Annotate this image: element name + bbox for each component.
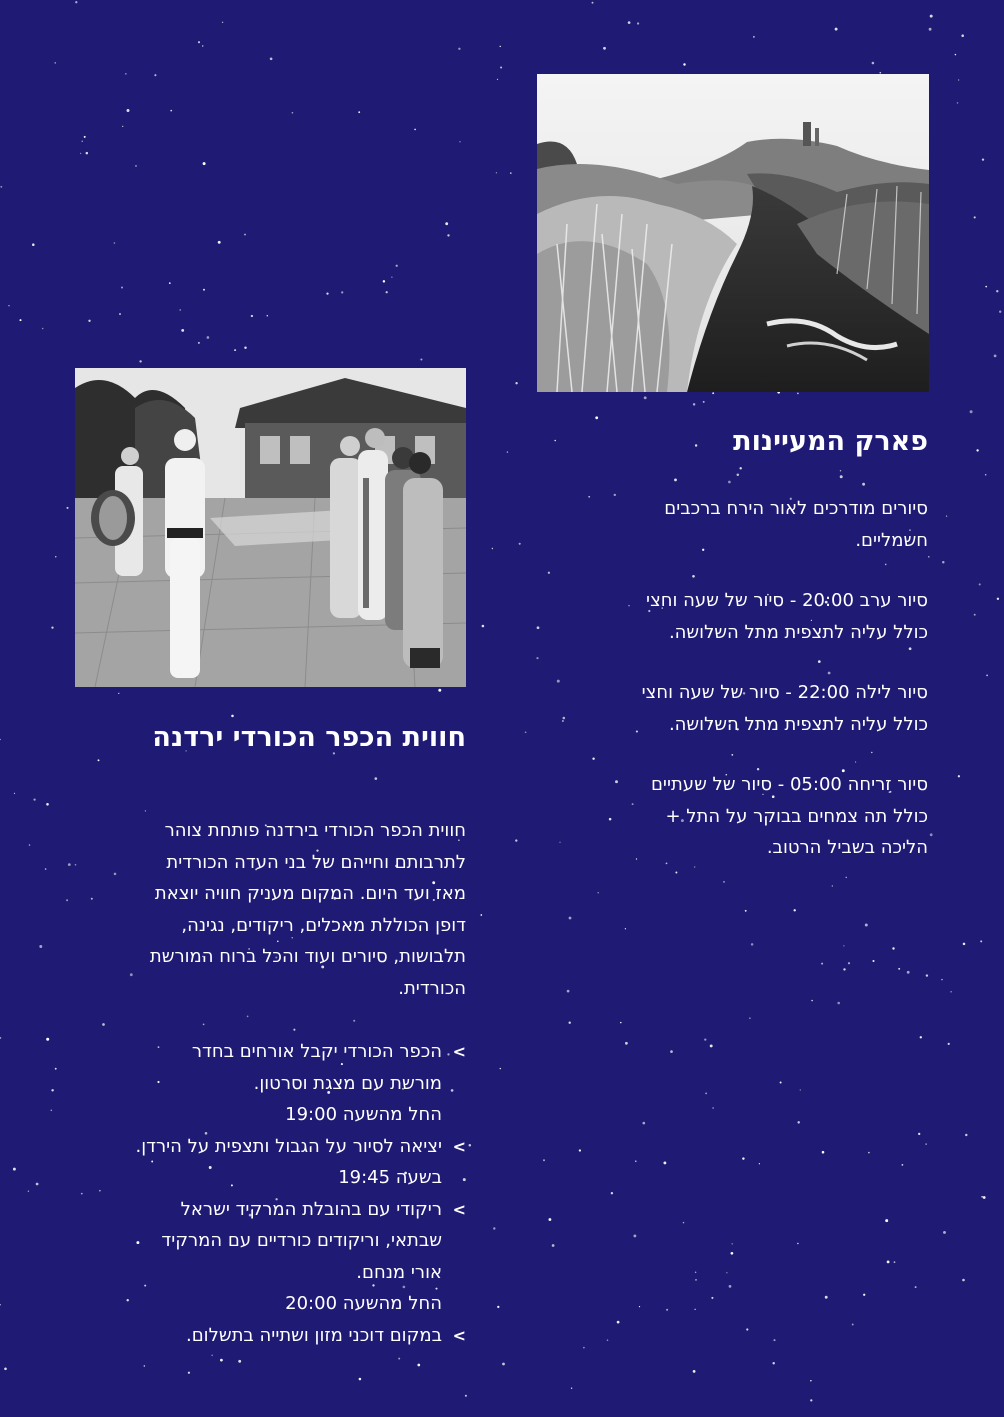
star-dot (480, 914, 482, 916)
star-dot (772, 1362, 774, 1364)
text-line: חווית הכפר הכורדי בירדנה פותחת צוהר (164, 820, 466, 841)
star-dot (353, 1020, 355, 1022)
star-dot (732, 1243, 733, 1244)
star-dot (746, 1328, 748, 1330)
star-dot (569, 917, 572, 920)
star-dot (326, 292, 328, 294)
star-dot (981, 1196, 983, 1198)
star-dot (780, 1082, 782, 1084)
star-dot (894, 1261, 896, 1263)
star-dot (135, 165, 137, 167)
star-dot (51, 1089, 53, 1091)
star-dot (567, 990, 570, 993)
text-line: כולל עליה לתצפית מתל השלושה. (668, 621, 928, 643)
star-dot (745, 910, 747, 912)
star-dot (950, 991, 952, 993)
text-line: בשעה 19:45 (338, 1167, 442, 1188)
star-dot (955, 54, 956, 55)
text-line: לתרבותם וחייהם של בני העדה הכורדית (166, 851, 466, 873)
star-dot (459, 141, 460, 142)
star-dot (837, 1002, 840, 1005)
star-dot (0, 186, 2, 188)
star-dot (625, 1042, 628, 1045)
kurdish-village-intro (71, 815, 466, 1004)
star-dot (358, 111, 360, 113)
star-dot (948, 1043, 950, 1045)
text-line: מאז ועד היום. המקום מעניק חוויה יוצאת (154, 883, 466, 904)
star-dot (986, 675, 988, 677)
star-dot (810, 1399, 812, 1401)
star-dot (628, 21, 631, 24)
star-dot (420, 358, 422, 360)
star-dot (445, 222, 448, 225)
star-dot (51, 1110, 53, 1112)
star-dot (970, 410, 973, 413)
kurdish-village-activities-list (76, 1036, 466, 1351)
star-dot (519, 543, 521, 545)
star-dot (958, 775, 960, 777)
star-dot (579, 1149, 581, 1151)
star-dot (617, 1321, 620, 1324)
star-dot (642, 1122, 645, 1125)
star-dot (203, 1024, 205, 1026)
star-dot (751, 943, 754, 946)
star-dot (211, 1355, 212, 1356)
star-dot (852, 1324, 854, 1326)
star-dot (8, 305, 9, 306)
star-dot (749, 1017, 751, 1019)
star-dot (525, 731, 527, 733)
springs-park-paragraph (548, 677, 928, 740)
star-dot (198, 41, 200, 43)
star-dot (66, 899, 68, 901)
star-dot (810, 1380, 811, 1381)
star-dot (583, 1347, 585, 1349)
star-dot (902, 1164, 904, 1166)
star-dot (39, 945, 42, 948)
star-dot (497, 1306, 499, 1308)
star-dot (635, 1161, 636, 1162)
star-dot (961, 34, 964, 37)
star-dot (907, 971, 910, 974)
star-dot (742, 1157, 744, 1159)
text-line: יציאה לסיור על הגבול ותצפית על הירדן. (135, 1135, 442, 1157)
star-dot (469, 1144, 472, 1147)
star-dot (114, 242, 116, 244)
star-dot (704, 1038, 706, 1040)
star-dot (0, 1304, 1, 1306)
star-dot (202, 45, 203, 46)
text-line: החל מהשעה 20:00 (285, 1293, 442, 1314)
star-dot (66, 507, 68, 509)
star-dot (711, 1297, 713, 1299)
star-dot (994, 355, 997, 358)
star-dot (797, 1243, 798, 1244)
star-dot (82, 141, 83, 142)
star-dot (396, 265, 398, 267)
springs-park-text (548, 493, 928, 893)
star-dot (974, 216, 976, 218)
star-dot (835, 28, 838, 31)
star-dot (963, 943, 966, 946)
text-line: שבתאי, וריקודים כורדיים עם המרקיד (161, 1230, 442, 1251)
star-dot (121, 287, 123, 289)
star-dot (482, 625, 485, 628)
star-dot (86, 152, 89, 155)
list-item (76, 1131, 466, 1194)
star-dot (946, 516, 947, 517)
star-dot (872, 62, 875, 65)
star-dot (32, 243, 35, 246)
star-dot (383, 280, 385, 282)
star-dot (957, 102, 959, 104)
star-dot (51, 626, 53, 628)
star-dot (458, 48, 460, 50)
star-dot (773, 1339, 775, 1341)
star-dot (694, 1309, 695, 1310)
star-dot (885, 1219, 888, 1222)
star-dot (843, 968, 845, 970)
star-dot (119, 313, 121, 315)
kurdish-dancers-photo (75, 368, 466, 687)
star-dot (154, 74, 156, 76)
star-dot (674, 479, 677, 482)
springs-park-title: פארק המעיינות (733, 426, 928, 457)
star-dot (825, 1296, 828, 1299)
star-dot (683, 1222, 685, 1224)
star-dot (0, 1037, 1, 1039)
star-dot (985, 474, 987, 476)
star-dot (999, 311, 1001, 313)
star-dot (915, 1286, 917, 1288)
star-dot (181, 329, 184, 332)
text-line: ריקודי עם בהובלת המרקיד ישראל (180, 1198, 442, 1220)
star-dot (595, 416, 598, 419)
star-dot (28, 1191, 29, 1192)
star-dot (797, 1121, 799, 1123)
star-dot (145, 810, 146, 811)
star-dot (14, 793, 15, 794)
star-dot (887, 1261, 890, 1264)
star-dot (374, 777, 377, 780)
text-line: במקום דוכני מזון ושתייה בתשלום. (186, 1324, 442, 1346)
star-dot (537, 626, 540, 629)
star-dot (46, 803, 49, 806)
star-dot (293, 1029, 295, 1031)
star-dot (0, 739, 1, 740)
star-dot (267, 315, 269, 317)
star-dot (169, 282, 171, 284)
star-dot (726, 1272, 727, 1273)
star-dot (592, 2, 594, 4)
star-dot (84, 136, 86, 138)
star-dot (270, 57, 273, 60)
star-dot (982, 158, 984, 160)
star-dot (144, 1365, 145, 1366)
star-dot (620, 1022, 621, 1023)
star-dot (46, 1038, 49, 1041)
star-dot (251, 315, 253, 317)
star-dot (19, 319, 21, 321)
text-line: סיור לילה 22:00 - סיור של שעה וחצי (641, 682, 928, 703)
star-dot (926, 974, 928, 976)
star-dot (996, 290, 998, 292)
star-dot (292, 112, 294, 114)
text-line: הכורדית. (398, 977, 466, 999)
star-dot (179, 309, 180, 310)
text-line: חשמליים. (855, 529, 928, 551)
star-dot (625, 928, 626, 929)
star-dot (102, 1023, 105, 1026)
star-dot (244, 234, 246, 236)
text-line: הכפר הכורדי יקבל אורחים בחדר (191, 1041, 442, 1062)
star-dot (865, 924, 868, 927)
star-dot (868, 1152, 870, 1154)
star-dot (976, 449, 978, 451)
river-photo (537, 74, 929, 392)
star-dot (637, 22, 639, 24)
star-dot (929, 28, 932, 31)
text-line: סיור ערב 20:00 - סיור של שעה וחצי (646, 590, 928, 611)
star-dot (33, 798, 35, 800)
star-dot (36, 1183, 39, 1186)
star-dot (930, 15, 933, 18)
star-dot (797, 392, 799, 394)
star-dot (122, 126, 123, 127)
star-dot (962, 1279, 965, 1282)
star-dot (170, 110, 172, 112)
star-dot (925, 1143, 926, 1144)
star-dot (848, 962, 850, 964)
star-dot (644, 396, 647, 399)
star-dot (75, 1, 77, 3)
text-line: כולל תה צמחים בבוקר על התל + (665, 805, 928, 827)
list-item (76, 1320, 466, 1352)
star-dot (941, 979, 942, 980)
star-dot (862, 483, 865, 486)
star-dot (571, 1388, 572, 1389)
star-dot (729, 1285, 732, 1288)
text-line: תלבושות, סיורים ועוד והכל ברוח המורשת (149, 946, 466, 967)
star-dot (125, 73, 126, 74)
star-dot (872, 960, 874, 962)
star-dot (930, 833, 933, 836)
star-dot (13, 1168, 16, 1171)
star-dot (231, 715, 234, 718)
star-dot (737, 473, 740, 476)
star-dot (942, 561, 944, 563)
star-dot (414, 129, 416, 131)
text-line: דופן הכוללת מאכלים, ריקודים, נגינה, (181, 914, 466, 936)
star-dot (943, 1231, 946, 1234)
star-dot (502, 1363, 505, 1366)
star-dot (728, 481, 731, 484)
star-dot (391, 276, 392, 277)
chevron-bullet-icon: > (452, 1199, 466, 1219)
list-item (76, 1194, 466, 1320)
star-dot (341, 291, 343, 293)
star-dot (695, 1272, 697, 1274)
star-dot (244, 347, 246, 349)
star-dot (247, 1016, 249, 1018)
star-dot (712, 392, 714, 394)
star-dot (386, 291, 388, 293)
star-dot (731, 1252, 734, 1255)
star-dot (510, 172, 512, 174)
star-dot (198, 342, 200, 344)
star-dot (118, 693, 119, 694)
star-dot (712, 1107, 713, 1108)
star-dot (793, 909, 795, 911)
star-dot (611, 1192, 613, 1194)
star-dot (218, 241, 221, 244)
star-dot (898, 968, 900, 970)
star-dot (398, 1358, 400, 1360)
star-dot (55, 1068, 57, 1070)
star-dot (500, 66, 502, 68)
list-item (76, 1036, 466, 1131)
star-dot (238, 1360, 241, 1363)
kurdish-village-title: חווית הכפר הכורדי ירדנה (152, 722, 466, 753)
star-dot (29, 844, 31, 846)
star-dot (821, 963, 823, 965)
star-dot (438, 689, 441, 692)
star-dot (739, 467, 741, 469)
text-line: אורי מנחם. (356, 1261, 442, 1283)
star-dot (98, 759, 100, 761)
star-dot (465, 1395, 467, 1397)
chevron-bullet-icon: > (452, 1136, 466, 1156)
star-dot (800, 1089, 801, 1090)
star-dot (536, 657, 538, 659)
star-dot (569, 1022, 571, 1024)
star-dot (203, 162, 206, 165)
star-dot (80, 153, 81, 154)
star-dot (543, 1159, 545, 1161)
star-dot (703, 401, 705, 403)
star-dot (496, 172, 497, 173)
star-dot (683, 63, 685, 65)
star-dot (983, 1196, 986, 1199)
star-dot (759, 1163, 760, 1164)
star-dot (55, 556, 56, 557)
star-dot (811, 1000, 813, 1002)
star-dot (234, 349, 236, 351)
chevron-bullet-icon: > (452, 1042, 466, 1061)
star-dot (693, 403, 695, 405)
text-line: סיור זריחה 05:00 - סיור של שעתיים (650, 774, 928, 795)
star-dot (497, 79, 498, 80)
text-line: מורשת עם מצגת וסרטון. (253, 1072, 442, 1094)
star-dot (666, 1309, 668, 1311)
springs-park-paragraph (548, 769, 928, 864)
star-dot (693, 1370, 696, 1373)
star-dot (492, 548, 493, 549)
springs-park-paragraph (548, 585, 928, 648)
star-dot (843, 945, 844, 946)
star-dot (222, 22, 223, 23)
star-dot (863, 1294, 865, 1296)
star-dot (507, 451, 508, 452)
star-dot (639, 1306, 640, 1307)
star-dot (705, 1093, 707, 1095)
star-dot (500, 1068, 501, 1069)
star-dot (985, 286, 987, 288)
star-dot (928, 556, 930, 558)
star-dot (4, 1367, 7, 1370)
star-dot (188, 1372, 190, 1374)
star-dot (958, 79, 959, 80)
springs-park-paragraph (548, 493, 928, 556)
star-dot (548, 1218, 551, 1221)
star-dot (493, 1227, 495, 1229)
star-dot (979, 583, 981, 585)
star-dot (603, 47, 606, 50)
star-dot (515, 839, 517, 841)
star-dot (500, 46, 501, 47)
star-dot (42, 328, 44, 330)
star-dot (918, 1133, 920, 1135)
star-dot (447, 234, 449, 236)
star-dot (974, 614, 976, 616)
star-dot (55, 62, 56, 63)
star-dot (207, 336, 210, 339)
star-dot (840, 475, 843, 478)
text-line: כולל עליה לתצפית מתל השלושה. (668, 713, 928, 735)
star-dot (670, 1050, 673, 1053)
text-line: הליכה בשביל הרטוב. (766, 837, 928, 858)
star-dot (607, 1339, 609, 1341)
star-dot (892, 947, 894, 949)
star-dot (965, 1134, 967, 1136)
star-dot (220, 1359, 223, 1362)
star-dot (920, 1036, 922, 1038)
star-dot (840, 470, 841, 471)
star-dot (710, 1044, 713, 1047)
star-dot (552, 1244, 555, 1247)
star-dot (359, 1378, 362, 1381)
star-dot (515, 382, 517, 384)
star-dot (695, 1279, 697, 1281)
text-line: החל מהשעה 19:00 (285, 1104, 442, 1125)
chevron-bullet-icon: > (452, 1325, 466, 1345)
star-dot (139, 360, 141, 362)
star-dot (203, 289, 205, 291)
star-dot (997, 598, 999, 600)
star-dot (980, 940, 982, 942)
star-dot (127, 109, 130, 112)
star-dot (753, 36, 755, 38)
star-dot (417, 1364, 420, 1367)
star-dot (663, 1161, 666, 1164)
text-line: סיורים מודרכים לאור הירח ברכבים (664, 498, 928, 519)
star-dot (633, 1234, 636, 1237)
star-dot (88, 320, 90, 322)
star-dot (45, 868, 47, 870)
star-dot (822, 1151, 825, 1154)
